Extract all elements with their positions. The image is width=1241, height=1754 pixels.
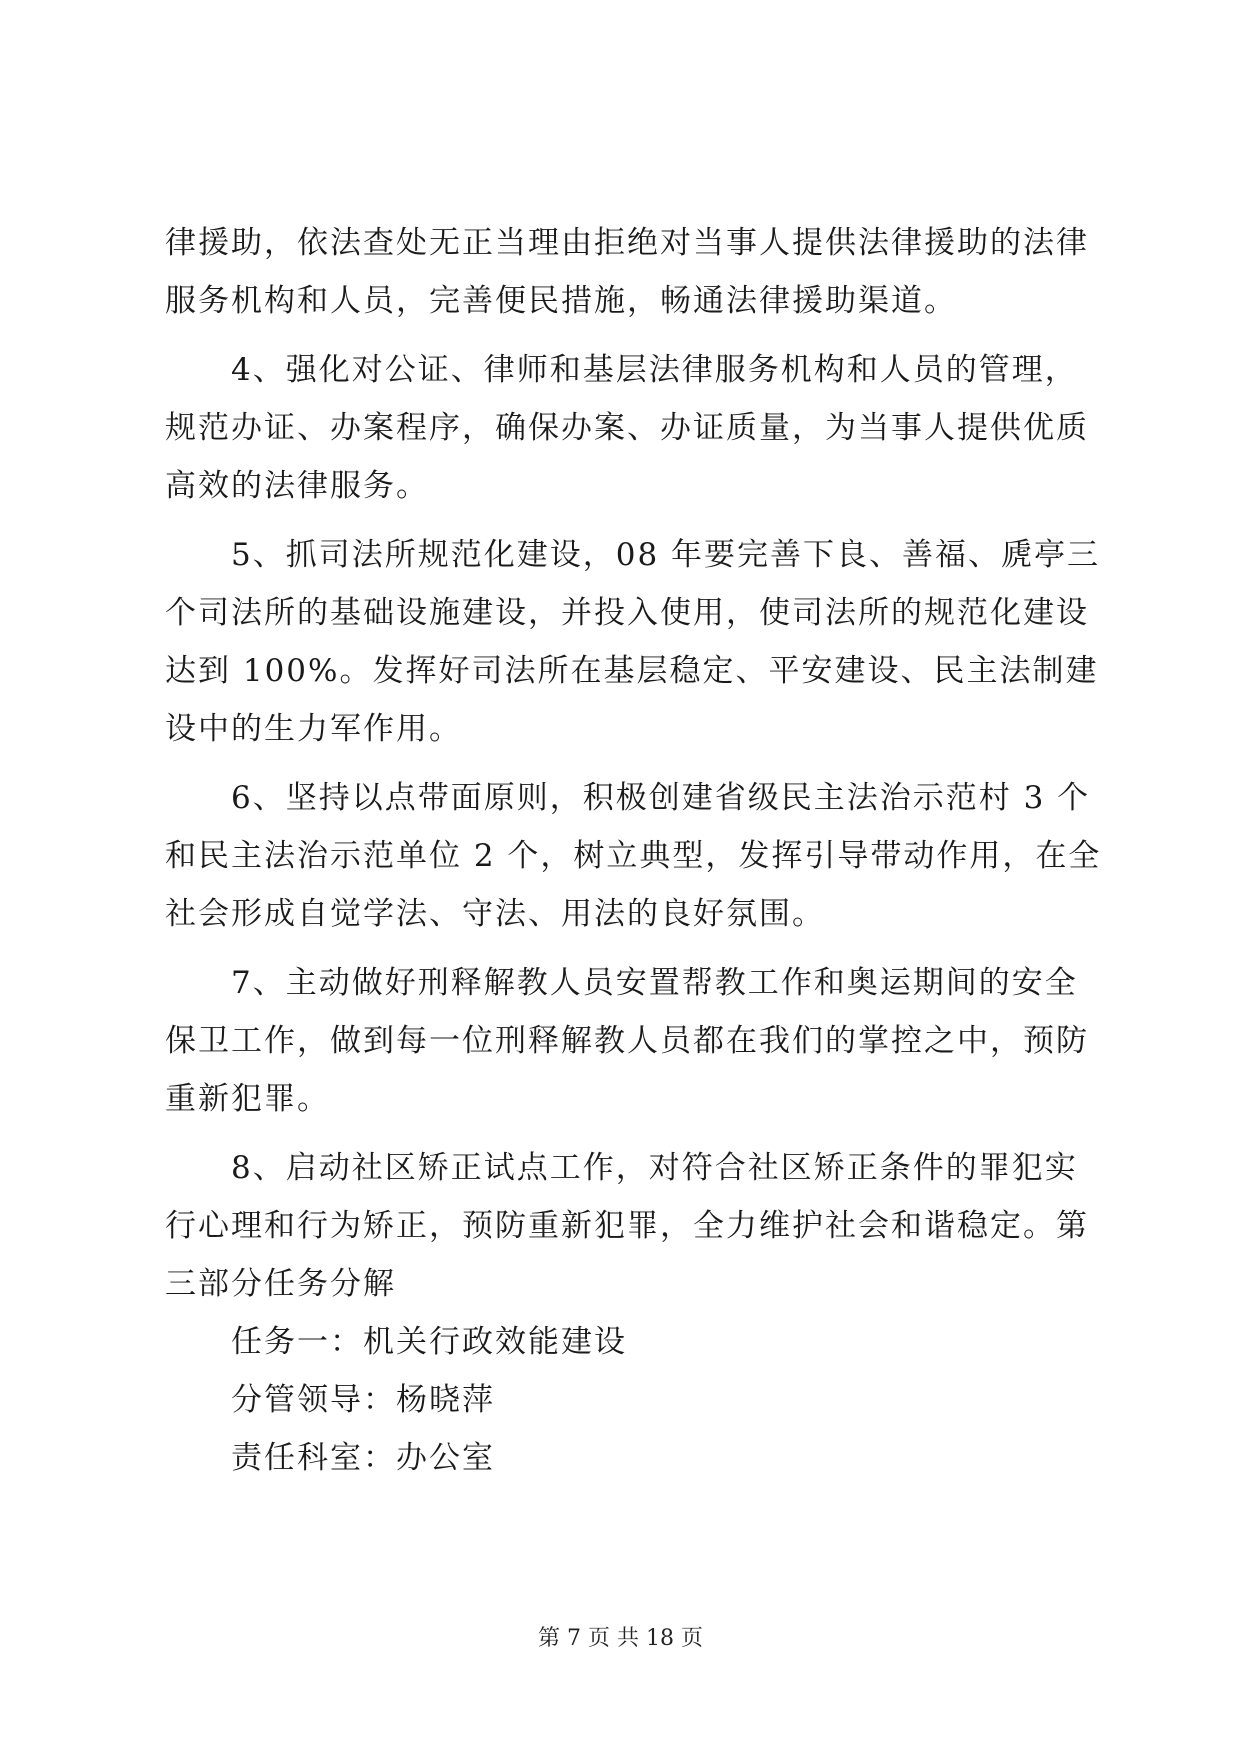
section-heading-line: 三部分任务分解 bbox=[165, 1266, 396, 1302]
task-title: 任务一：机关行政效能建设 bbox=[231, 1324, 627, 1360]
text-line: 设中的生力军作用。 bbox=[165, 711, 462, 747]
text-line: 重新犯罪。 bbox=[165, 1081, 330, 1117]
text-line: 行心理和行为矫正，预防重新犯罪，全力维护社会和谐稳定。第 bbox=[165, 1208, 1089, 1244]
text-line: 社会形成自觉学法、守法、用法的良好氛围。 bbox=[165, 896, 825, 932]
paragraph-4-line: 4、强化对公证、律师和基层法律服务机构和人员的管理， bbox=[231, 352, 1078, 388]
text-line: 高效的法律服务。 bbox=[165, 468, 429, 504]
text-line: 和民主法治示范单位 2 个，树立典型，发挥引导带动作用，在全 bbox=[165, 838, 1102, 874]
text-line: 个司法所的基础设施建设，并投入使用，使司法所的规范化建设 bbox=[165, 595, 1089, 631]
document-body bbox=[165, 225, 1102, 1476]
paragraph-8-line: 8、启动社区矫正试点工作，对符合社区矫正条件的罪犯实 bbox=[231, 1150, 1078, 1186]
supervising-leader: 分管领导：杨晓萍 bbox=[231, 1382, 495, 1418]
text-line: 服务机构和人员，完善便民措施，畅通法律援助渠道。 bbox=[165, 283, 957, 319]
text-line: 达到 100%。发挥好司法所在基层稳定、平安建设、民主法制建 bbox=[165, 653, 1099, 689]
paragraph-7-line: 7、主动做好刑释解教人员安置帮教工作和奥运期间的安全 bbox=[231, 965, 1078, 1001]
text-line: 规范办证、办案程序，确保办案、办证质量，为当事人提供优质 bbox=[165, 410, 1089, 446]
paragraph-5-line: 5、抓司法所规范化建设，08 年要完善下良、善福、虒亭三 bbox=[231, 537, 1101, 573]
text-line: 律援助，依法查处无正当理由拒绝对当事人提供法律援助的法律 bbox=[165, 225, 1089, 261]
responsible-office: 责任科室：办公室 bbox=[231, 1440, 495, 1476]
page-number-footer: 第 7 页 共 18 页 bbox=[538, 1626, 703, 1651]
paragraph-6-line: 6、坚持以点带面原则，积极创建省级民主法治示范村 3 个 bbox=[231, 780, 1091, 816]
text-line: 保卫工作，做到每一位刑释解教人员都在我们的掌控之中，预防 bbox=[165, 1023, 1089, 1059]
